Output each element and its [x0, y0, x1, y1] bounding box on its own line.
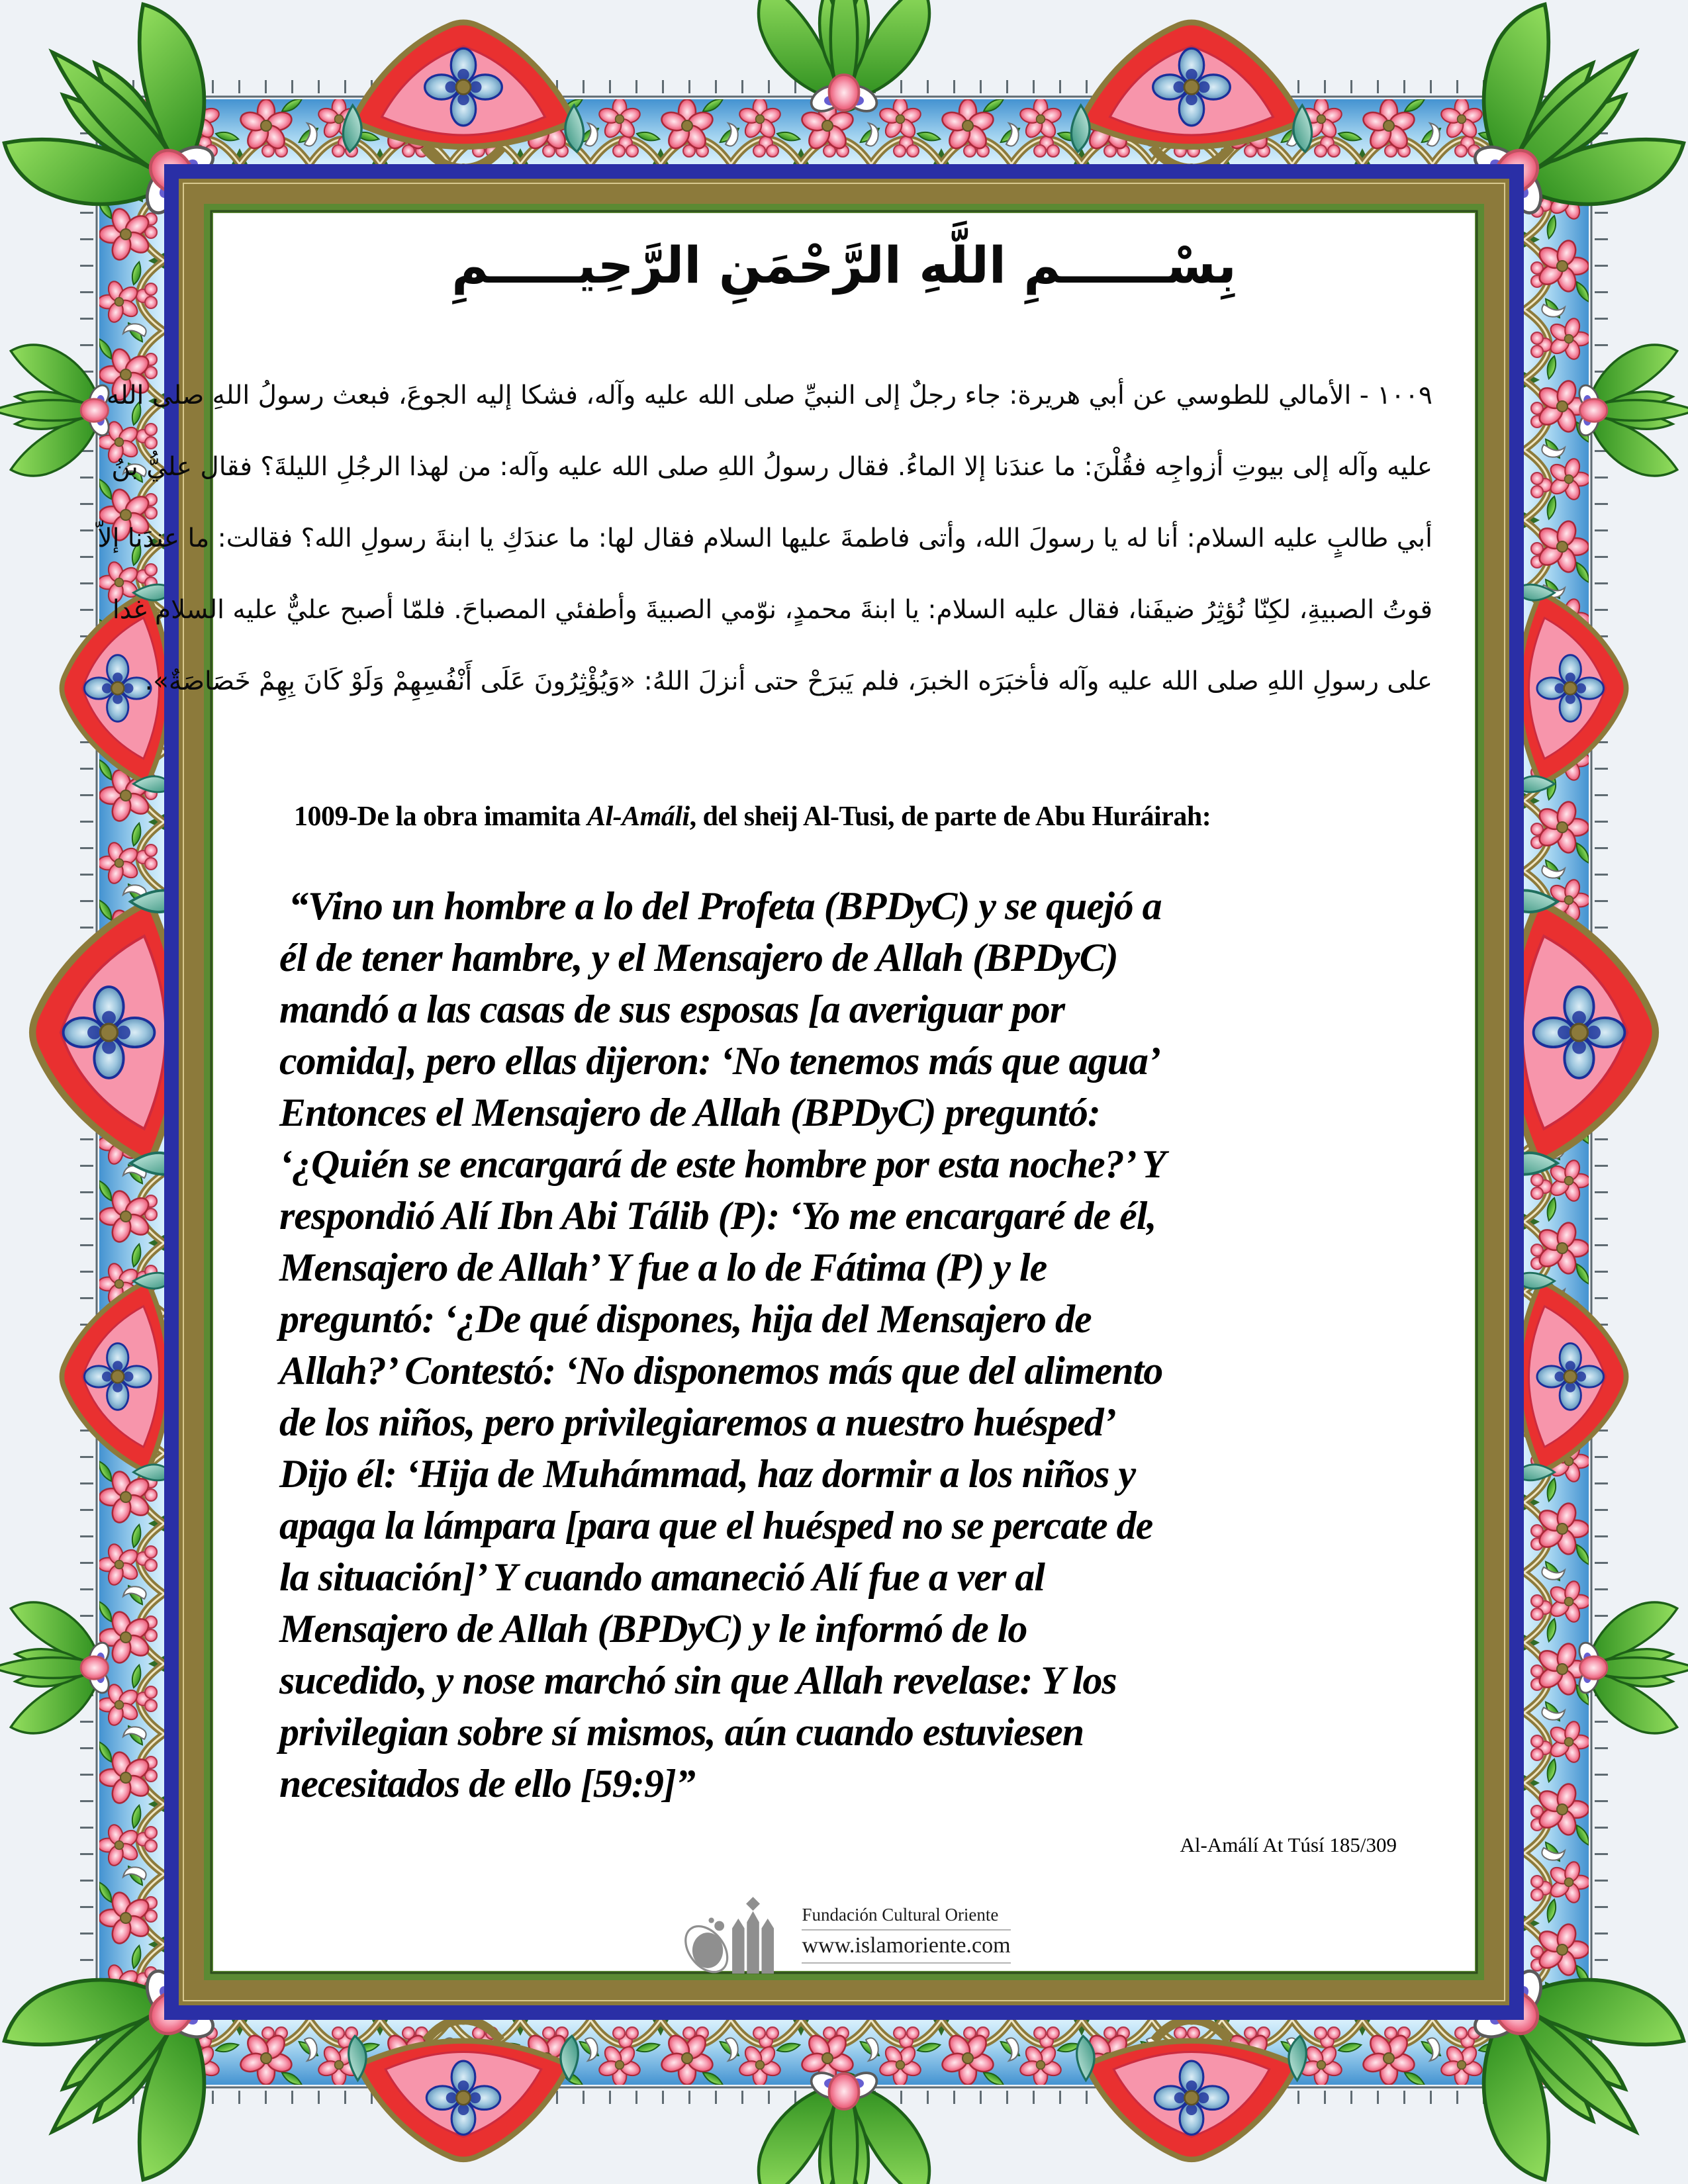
quote-line: necesitados de ello [59:9]” [279, 1762, 695, 1805]
publisher-logo-text [802, 1905, 1010, 1964]
bismillah-calligraphy: بِسْــــــمِ اللَّهِ الرَّحْمَنِ الرَّحِيـــــمِ [451, 236, 1237, 295]
quote-line: mandó a las casas de sus esposas [a averiguar por [279, 987, 1065, 1031]
publisher-logo [213, 1893, 1475, 1975]
quote-line: sucedido, y nose marchó sin que Allah revelase: Y los [279, 1659, 1117, 1702]
quote-line: Mensajero de Allah’ Y fue a lo de Fátima (P) y le [279, 1246, 1047, 1289]
content-area [97, 213, 1475, 1971]
quote-line: respondió Alí Ibn Abi Tálib (P): ‘Yo me encargaré de él, [279, 1194, 1156, 1238]
heading-prefix: 1009-De la obra imamita [294, 801, 587, 832]
quote-line: Entonces el Mensajero de Allah (BPDyC) preguntó: [279, 1091, 1100, 1134]
quote-line: Dijo él: ‘Hija de Muhámmad, haz dormir a los niños y [279, 1452, 1136, 1496]
quote-line: de los niños, pero privilegiaremos a nuestro huésped’ [279, 1400, 1116, 1444]
arabic-line: قوتُ الصبيةِ، لكِنّا نُؤثِرُ ضيفَنا، فقال عليه السلام: يا ابنةَ محمدٍ، نوّمي الصبيةَ وأطفئي المصباحَ. فلمّا أصبح عليٌّ عليه السلام غدا [112, 595, 1432, 625]
quote-line: él de tener hambre, y el Mensajero de Allah (BPDyC) [279, 936, 1118, 979]
spanish-translation-quote [279, 880, 1415, 1809]
quote-line: privilegian sobre sí mismos, aún cuando estuviesen [279, 1710, 1084, 1754]
source-heading [294, 801, 1448, 833]
mosque-and-planet-icon [677, 1893, 788, 1975]
quote-line: apaga la lámpara [para que el huésped no se percate de [279, 1504, 1153, 1547]
heading-book-title: Al-Amáli [586, 801, 690, 832]
arabic-hadith-text [97, 360, 1432, 717]
arabic-line: ١٠٠٩ - الأمالي للطوسي عن أبي هريرة: جاء رجلٌ إلى النبيِّ صلى الله عليه وآله، فشكا إليه الجوعَ، فبعث رسولُ اللهِ صلى الله [106, 381, 1432, 410]
quote-line: Mensajero de Allah (BPDyC) y le informó de lo [279, 1607, 1027, 1651]
quote-line: “Vino un hombre a lo del Profeta (BPDyC) y se quejó a [279, 884, 1162, 928]
heading-suffix: , del sheij Al-Tusi, de parte de Abu Huráirah: [689, 801, 1211, 832]
source-attribution: Al-Amálí At Túsí 185/309 [1180, 1833, 1397, 1856]
arabic-line: عليه وآله إلى بيوتِ أزواجِه فقُلْنَ: ما عندَنا إلا الماءُ. فقال رسولُ اللهِ صلى الله عليه وآله: من لهذا الرجُلِ الليلةَ؟ فقال عليُّ بنُ [111, 452, 1432, 482]
arabic-line: أبي طالبٍ عليه السلام: أنا له يا رسولَ الله، وأتى فاطمةَ عليها السلام فقال لها: ما عندَكِ يا ابنةَ رسولِ الله؟ فقالت: ما عندَنا إلاّ [97, 523, 1432, 553]
publisher-website: www.islamoriente.com [802, 1933, 1010, 1964]
quote-line: la situación]’ Y cuando amaneció Alí fue a ver al [279, 1555, 1045, 1599]
quote-line: Allah?’ Contestó: ‘No disponemos más que del alimento [279, 1349, 1163, 1392]
publisher-name: Fundación Cultural Oriente [802, 1905, 1010, 1931]
arabic-line: على رسولِ اللهِ صلى الله عليه وآله فأخبَرَه الخبرَ، فلم يَبرَحْ حتى أنزلَ اللهُ: «وَيُؤْثِرُونَ عَلَى أَنْفُسِهِمْ وَلَوْ كَانَ بِهِمْ خَصَاصَةٌ». [144, 666, 1432, 696]
quote-line: comida], pero ellas dijeron: ‘No tenemos más que agua’ [279, 1039, 1160, 1083]
quote-line: ‘¿Quién se encargará de este hombre por esta noche?’ Y [279, 1142, 1166, 1186]
quote-line: preguntó: ‘¿De qué dispones, hija del Mensajero de [279, 1297, 1092, 1341]
